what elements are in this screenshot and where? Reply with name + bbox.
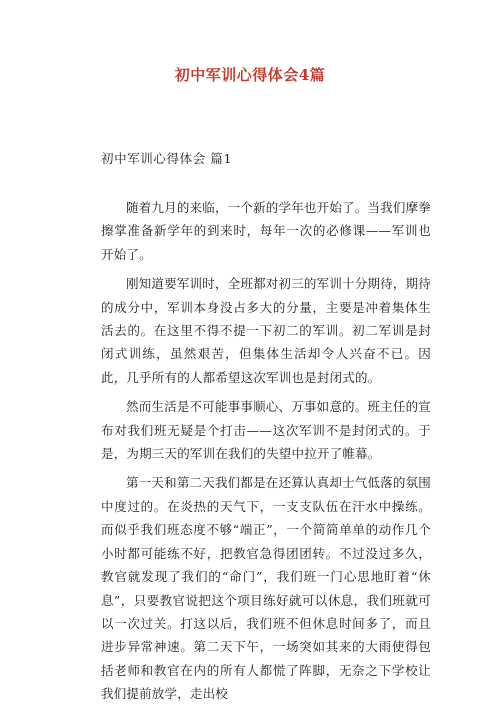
paragraph: 然而生活是不可能事事顺心、万事如意的。班主任的宣布对我们班无疑是个打击——这次军训不是封闭式的。于是，为期三天的军训在我们的失望中拉开了帷幕。 [101,399,431,462]
document-title: 初中军训心得体会4篇 [174,66,326,84]
paragraph: 第一天和第二天我们都是在还算认真却士气低落的氛围中度过的。在炎热的天气下，一支支队伍在汗水中操练。而似乎我们班态度不够“端正”，一个简简单单的动作几个小时都可能练不好，把教官急得团团转。不过没过多久，教官就发现了我们的“命门”，我们班一门心思地盯着“休息”，只要教官说把这个项目练好就可以休息，我们班就可以一次过关。打这以后，我们班不但休息时间多了，而且进步异常神速。第二天下午，一场突如其来的大雨使得包括老师和教官在内的所有人都慌了阵脚，无奈之下学校让我们提前放学，走出校 [101,475,431,702]
paragraph: 随着九月的来临，一个新的学年也开始了。当我们摩拳擦掌准备新学年的到来时，每年一次的必修课——军训也开始了。 [101,200,431,262]
body-text [101,196,431,712]
section-heading: 初中军训心得体会 篇1 [101,151,233,166]
paragraph: 刚知道要军训时，全班都对初三的军训十分期待，期待的成分中，军训本身没占多大的分量，主要是冲着集体生活去的。在这里不得不提一下初二的军训。初二军训是封闭式训练，虽然艰苦，但集体生活却令人兴奋不已。因此，几乎所有的人都希望这次军训也是封闭式的。 [101,276,431,385]
